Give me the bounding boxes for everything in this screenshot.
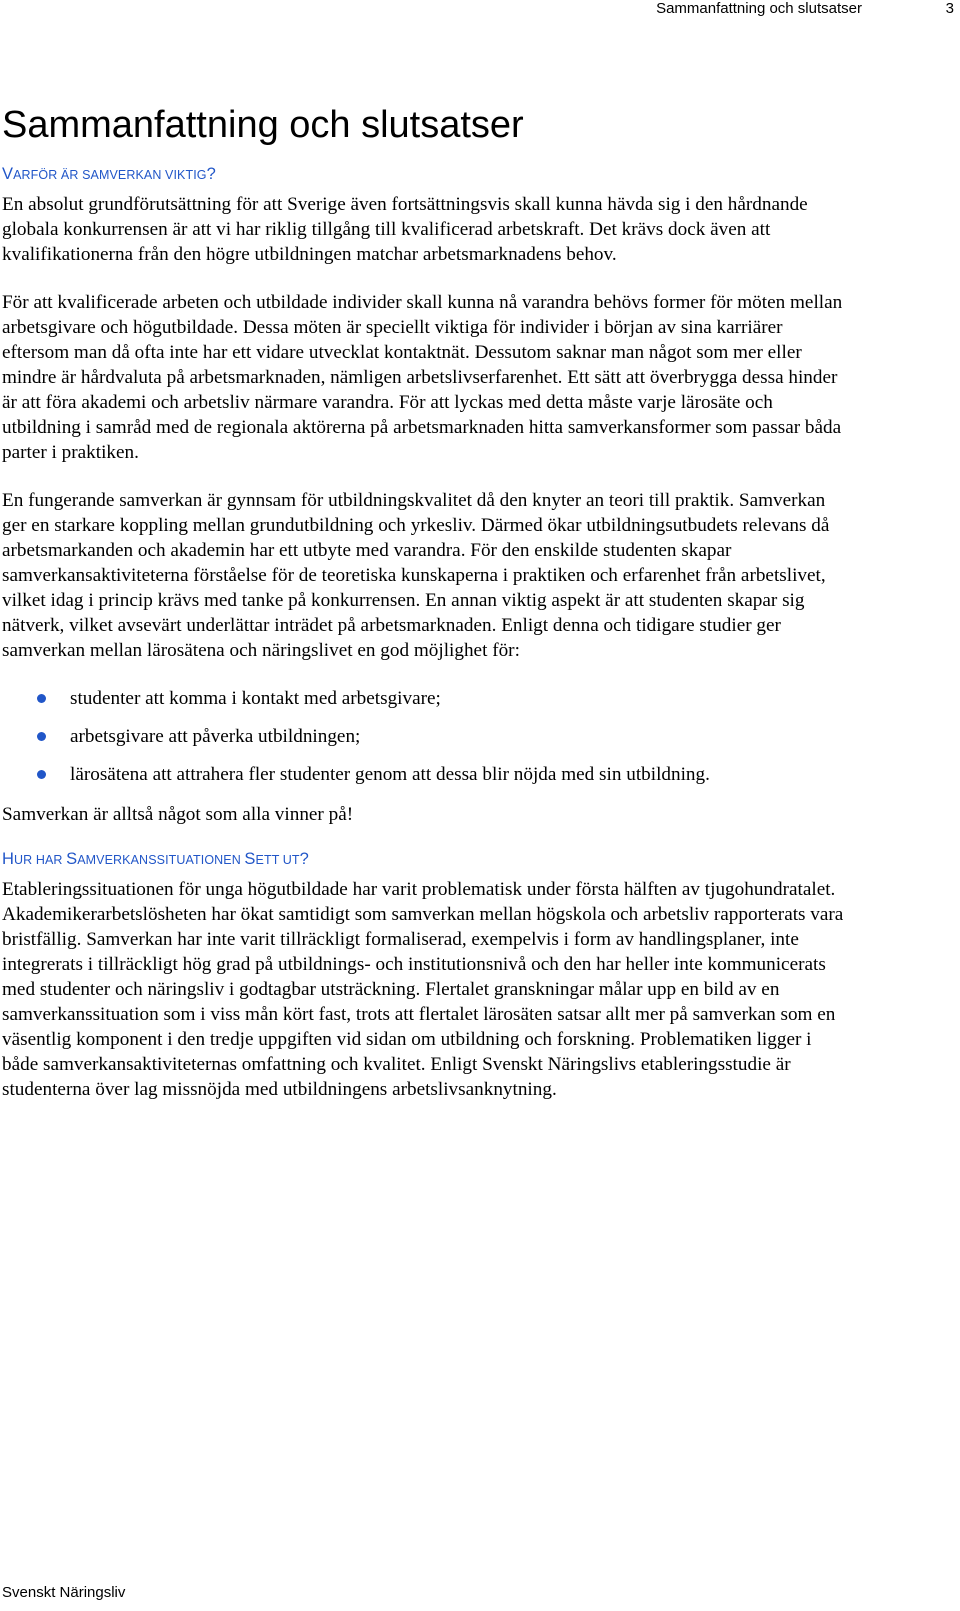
paragraph: Etableringssituationen för unga högutbildade har varit problematisk under första hälften av tjugohundratalet. Akademikerarbetslösheten har ökat samtidigt som samverkan mellan högskola och arbetsliv rapporterats vara bristfällig. Samverkan har inte varit tillräckligt formaliserad, exempelvis i form av handlingsplaner, inte integrerats i tillräckligt hög grad på utbildnings- och institutionsnivå och den har heller inte kommunicerats med studenter och näringsliv i godtagbar utsträckning. Flertalet granskningar målar upp en bild av en samverkanssituation som i viss mån kört fast, trots att flertalet lärosäten satsar allt mer på samverkan som en väsentlig komponent i den tredje uppgiften vid sidan om utbildning och forskning. Problematiken ligger i både samverkansaktiviteternas omfattning och kvalitet. Enligt Svenskt Näringslivs etableringsstudie är studenterna över lag missnöjda med utbildningens arbetslivsanknytning.	[2, 879, 844, 1100]
benefits-list	[2, 686, 852, 787]
list-item	[2, 762, 852, 787]
list-item-text: arbetsgivare att påverka utbildningen;	[70, 726, 361, 747]
paragraph: För att kvalificerade arbeten och utbildade individer skall kunna nå varandra behövs former för möten mellan arbetsgivare och högutbildade. Dessa möten är speciellt viktiga för individer i början av sina karriärer eftersom man då ofta inte har ett vidare utvecklat kontaktnät. Dessutom saknar man något som mer eller mindre är hårdvaluta på arbetsmarknaden, nämligen arbetslivserfarenhet. Ett sätt att överbrygga dessa hinder är att föra akademi och arbetsliv närmare varandra. För att lyckas med detta måste varje lärosäte och utbildning i samråd med de regionala aktörerna på arbetsmarknaden hitta samverkansformer som passar båda parter i praktiken.	[2, 292, 843, 463]
heading-part: ?	[299, 850, 309, 868]
bullet-icon	[37, 732, 46, 741]
heading-initial: V	[2, 165, 14, 183]
page-title: Sammanfattning och slutsatser	[2, 104, 524, 146]
running-header	[0, 0, 960, 20]
list-item	[2, 724, 852, 749]
list-item-text: lärosätena att attrahera fler studenter genom att dessa blir nöjda med sin utbildning.	[70, 764, 710, 785]
paragraph: En fungerande samverkan är gynnsam för utbildningskvalitet då den knyter an teori till praktik. Samverkan ger en starkare koppling mellan grundutbildning och yrkesliv. Därmed ökar utbildningsutbudets relevans då arbetsmarkanden och akademin har ett utbyte med varandra. För den enskilde studenten skapar samverkansaktiviteterna förståelse för de teoretiska kunskaperna i praktiken och erfarenhet från arbetslivet, vilket idag i princip krävs med tanke på konkurrensen. En annan viktig aspekt är att studenten skapar sig nätverk, vilket avsevärt underlättar inträdet på arbetsmarknaden. Enligt denna och tidigare studier ger samverkan mellan lärosätena och näringslivet en god möjlighet för:	[2, 490, 830, 661]
bullet-icon	[37, 694, 46, 703]
heading-part: UR HAR	[14, 853, 67, 867]
heading-smallcaps: ARFÖR ÄR SAMVERKAN VIKTIG	[13, 168, 207, 182]
section-heading-why-collaboration	[2, 165, 852, 184]
document-body	[2, 96, 852, 1125]
running-header-title: Sammanfattning och slutsatser	[656, 0, 862, 17]
list-item	[2, 686, 852, 711]
closing-statement: Samverkan är alltså något som alla vinner på!	[2, 804, 354, 825]
heading-part: H	[2, 850, 15, 868]
bullet-icon	[37, 770, 46, 779]
heading-part: AMVERKANSSITUATIONEN	[77, 853, 245, 867]
running-footer: Svenskt Näringsliv	[2, 1584, 126, 1601]
page-number: 3	[945, 0, 954, 17]
heading-part: ETT UT	[255, 853, 300, 867]
section-heading-situation	[2, 850, 852, 869]
heading-part: S	[244, 850, 256, 868]
list-item-text: studenter att komma i kontakt med arbetsgivare;	[70, 688, 441, 709]
heading-question-mark: ?	[206, 165, 216, 183]
heading-part: S	[66, 850, 78, 868]
paragraph: En absolut grundförutsättning för att Sverige även fortsättningsvis skall kunna hävda sig i den hårdnande globala konkurrensen är att vi har riklig tillgång till kvalificerad arbetskraft. Det krävs dock även att kvalifikationerna från den högre utbildningen matchar arbetsmarknadens behov.	[2, 194, 808, 265]
